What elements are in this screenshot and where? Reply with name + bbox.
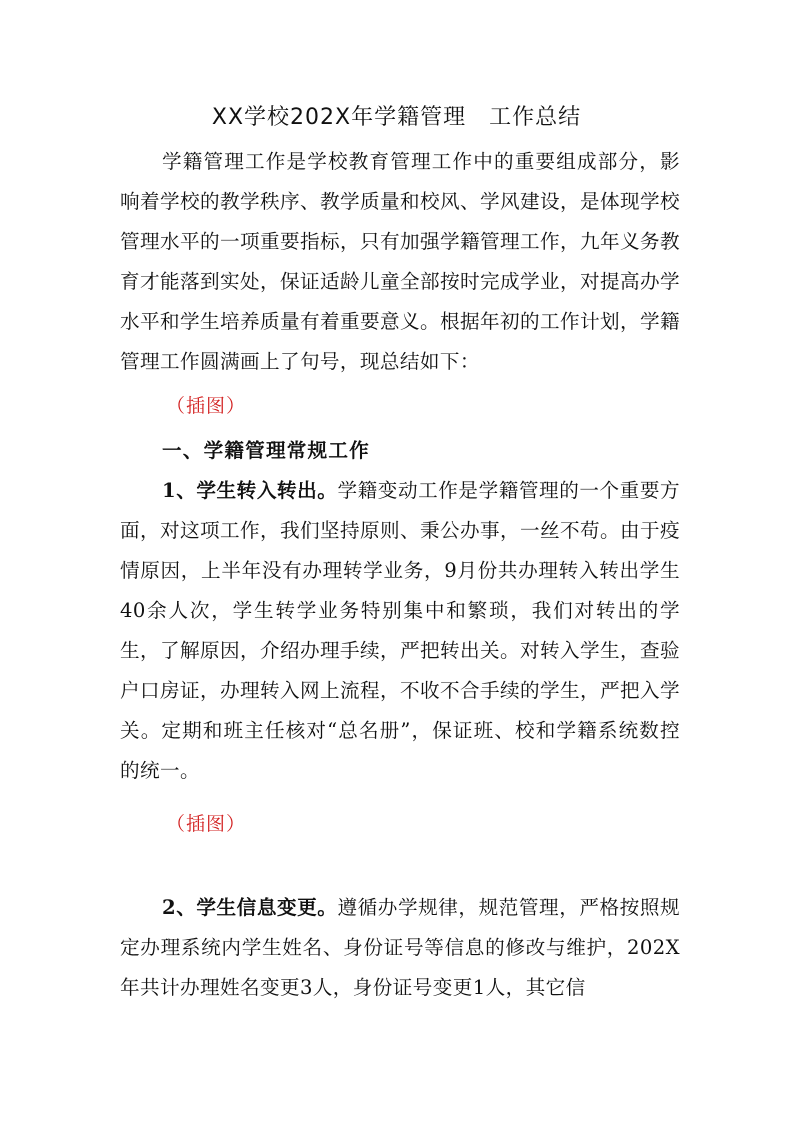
intro-paragraph: 学籍管理工作是学校教育管理工作中的重要组成部分，影响着学校的教学秩序、教学质量和校风、学风建设，是体现学校管理水平的一项重要指标，只有加强学籍管理工作，九年义务教育才能落到实处，保证适龄儿童全部按时完成学业，对提高办学水平和学生培养质量有着重要意义。根据年初的工作计划，学籍管理工作圆满画上了句号，现总结如下： xyxy=(120,150,680,373)
section-heading: 一、学籍管理常规工作 xyxy=(162,439,370,462)
illustration-placeholder: （插图） xyxy=(166,395,247,417)
illustration-placeholder-2: （插图） xyxy=(166,813,247,835)
item-1-paragraph xyxy=(120,471,680,791)
item-2-paragraph xyxy=(120,888,680,1008)
item-1-lead: 1、学生转入转出。 xyxy=(162,479,338,502)
document-title: XX学校202X年学籍管理 工作总结 xyxy=(211,105,582,130)
item-2-text: 遵循办学规律，规范管理，严格按照规定办理系统内学生姓名、身份证号等信息的修改与维护，202X年共计办理姓名变更3人，身份证号变更1人，其它信 xyxy=(120,896,680,999)
item-1-text: 学籍变动工作是学籍管理的一个重要方面，对这项工作，我们坚持原则、秉公办事，一丝不苟。由于疫情原因，上半年没有办理转学业务，9月份共办理转入转出学生40余人次，学生转学业务特别集中和繁琐，我们对转出的学生，了解原因，介绍办理手续，严把转出关。对转入学生，查验户口房证，办理转入网上流程，不收不合手续的学生，严把入学关。定期和班主任核对“总名册”，保证班、校和学籍系统数控的统一。 xyxy=(120,479,680,782)
item-2-lead: 2、学生信息变更。 xyxy=(162,896,338,919)
